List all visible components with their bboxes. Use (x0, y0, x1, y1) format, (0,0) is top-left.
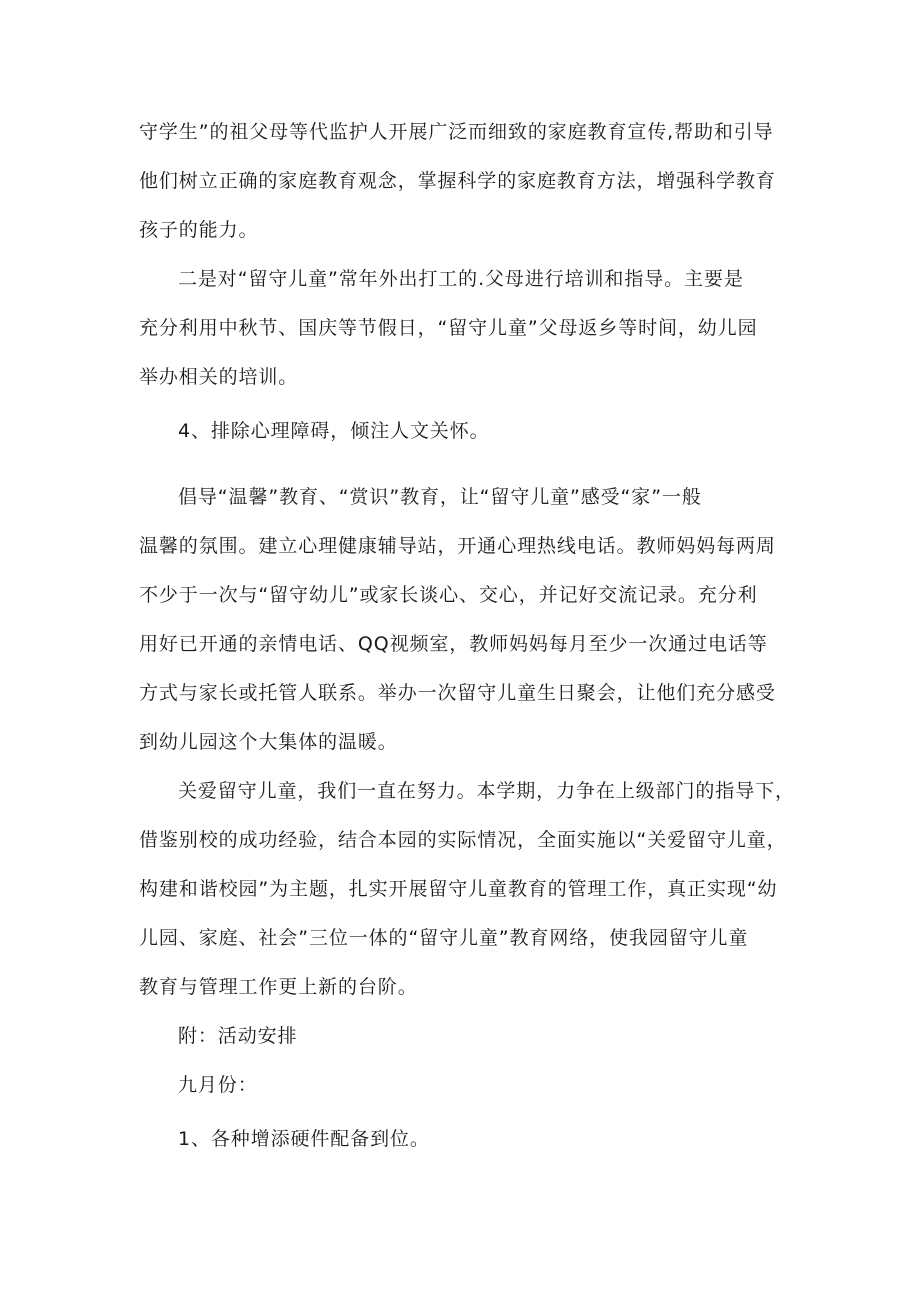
paragraph-line: 构建和谐校园”为主题，扎实开展留守儿童教育的管理工作，真正实现“幼 (139, 878, 778, 900)
appendix-heading: 附：活动安排 (178, 1025, 298, 1047)
paragraph-line: 温馨的氛围。建立心理健康辅导站，开通心理热线电话。教师妈妈每两周 (139, 535, 776, 557)
paragraph-line: 到幼儿园这个大集体的温暖。 (139, 731, 398, 753)
section-heading: 4、排除心理障碍，倾注人文关怀。 (178, 420, 490, 442)
paragraph-line: 关爱留守儿童，我们一直在努力。本学期，力争在上级部门的指导下， (178, 780, 795, 802)
paragraph-line: 不少于一次与“留守幼儿”或家长谈心、交心，并记好交流记录。充分利 (139, 584, 758, 606)
paragraph-line: 儿园、家庭、社会”三位一体的“留守儿童”教育网络，使我园留守儿童 (139, 927, 749, 949)
paragraph-line: 充分利用中秋节、国庆等节假日，“留守儿童”父母返乡等时间，幼儿园 (139, 317, 758, 339)
paragraph-line: 方式与家长或托管人联系。举办一次留守儿童生日聚会，让他们充分感受 (139, 682, 776, 704)
paragraph-line: 孩子的能力。 (139, 219, 259, 241)
paragraph-line: 倡导“温馨”教育、“赏识”教育，让“留守儿童”感受“家”一般 (178, 486, 702, 508)
paragraph-line: 用好已开通的亲情电话、QQ视频室，教师妈妈每月至少一次通过电话等 (139, 633, 768, 655)
paragraph-line: 教育与管理工作更上新的台阶。 (139, 976, 418, 998)
list-item: 1、各种增添硬件配备到位。 (178, 1128, 430, 1150)
paragraph-line: 借鉴别校的成功经验，结合本园的实际情况，全面实施以“关爱留守儿童， (139, 829, 787, 851)
month-heading: 九月份： (178, 1074, 258, 1096)
paragraph-line: 他们树立正确的家庭教育观念，掌握科学的家庭教育方法，增强科学教育 (139, 170, 776, 192)
paragraph-line: 守学生”的祖父母等代监护人开展广泛而细致的家庭教育宣传,帮助和引导 (139, 121, 774, 143)
paragraph-line: 二是对“留守儿童”常年外出打工的.父母进行培训和指导。主要是 (178, 268, 744, 290)
paragraph-line: 举办相关的培训。 (139, 366, 299, 388)
